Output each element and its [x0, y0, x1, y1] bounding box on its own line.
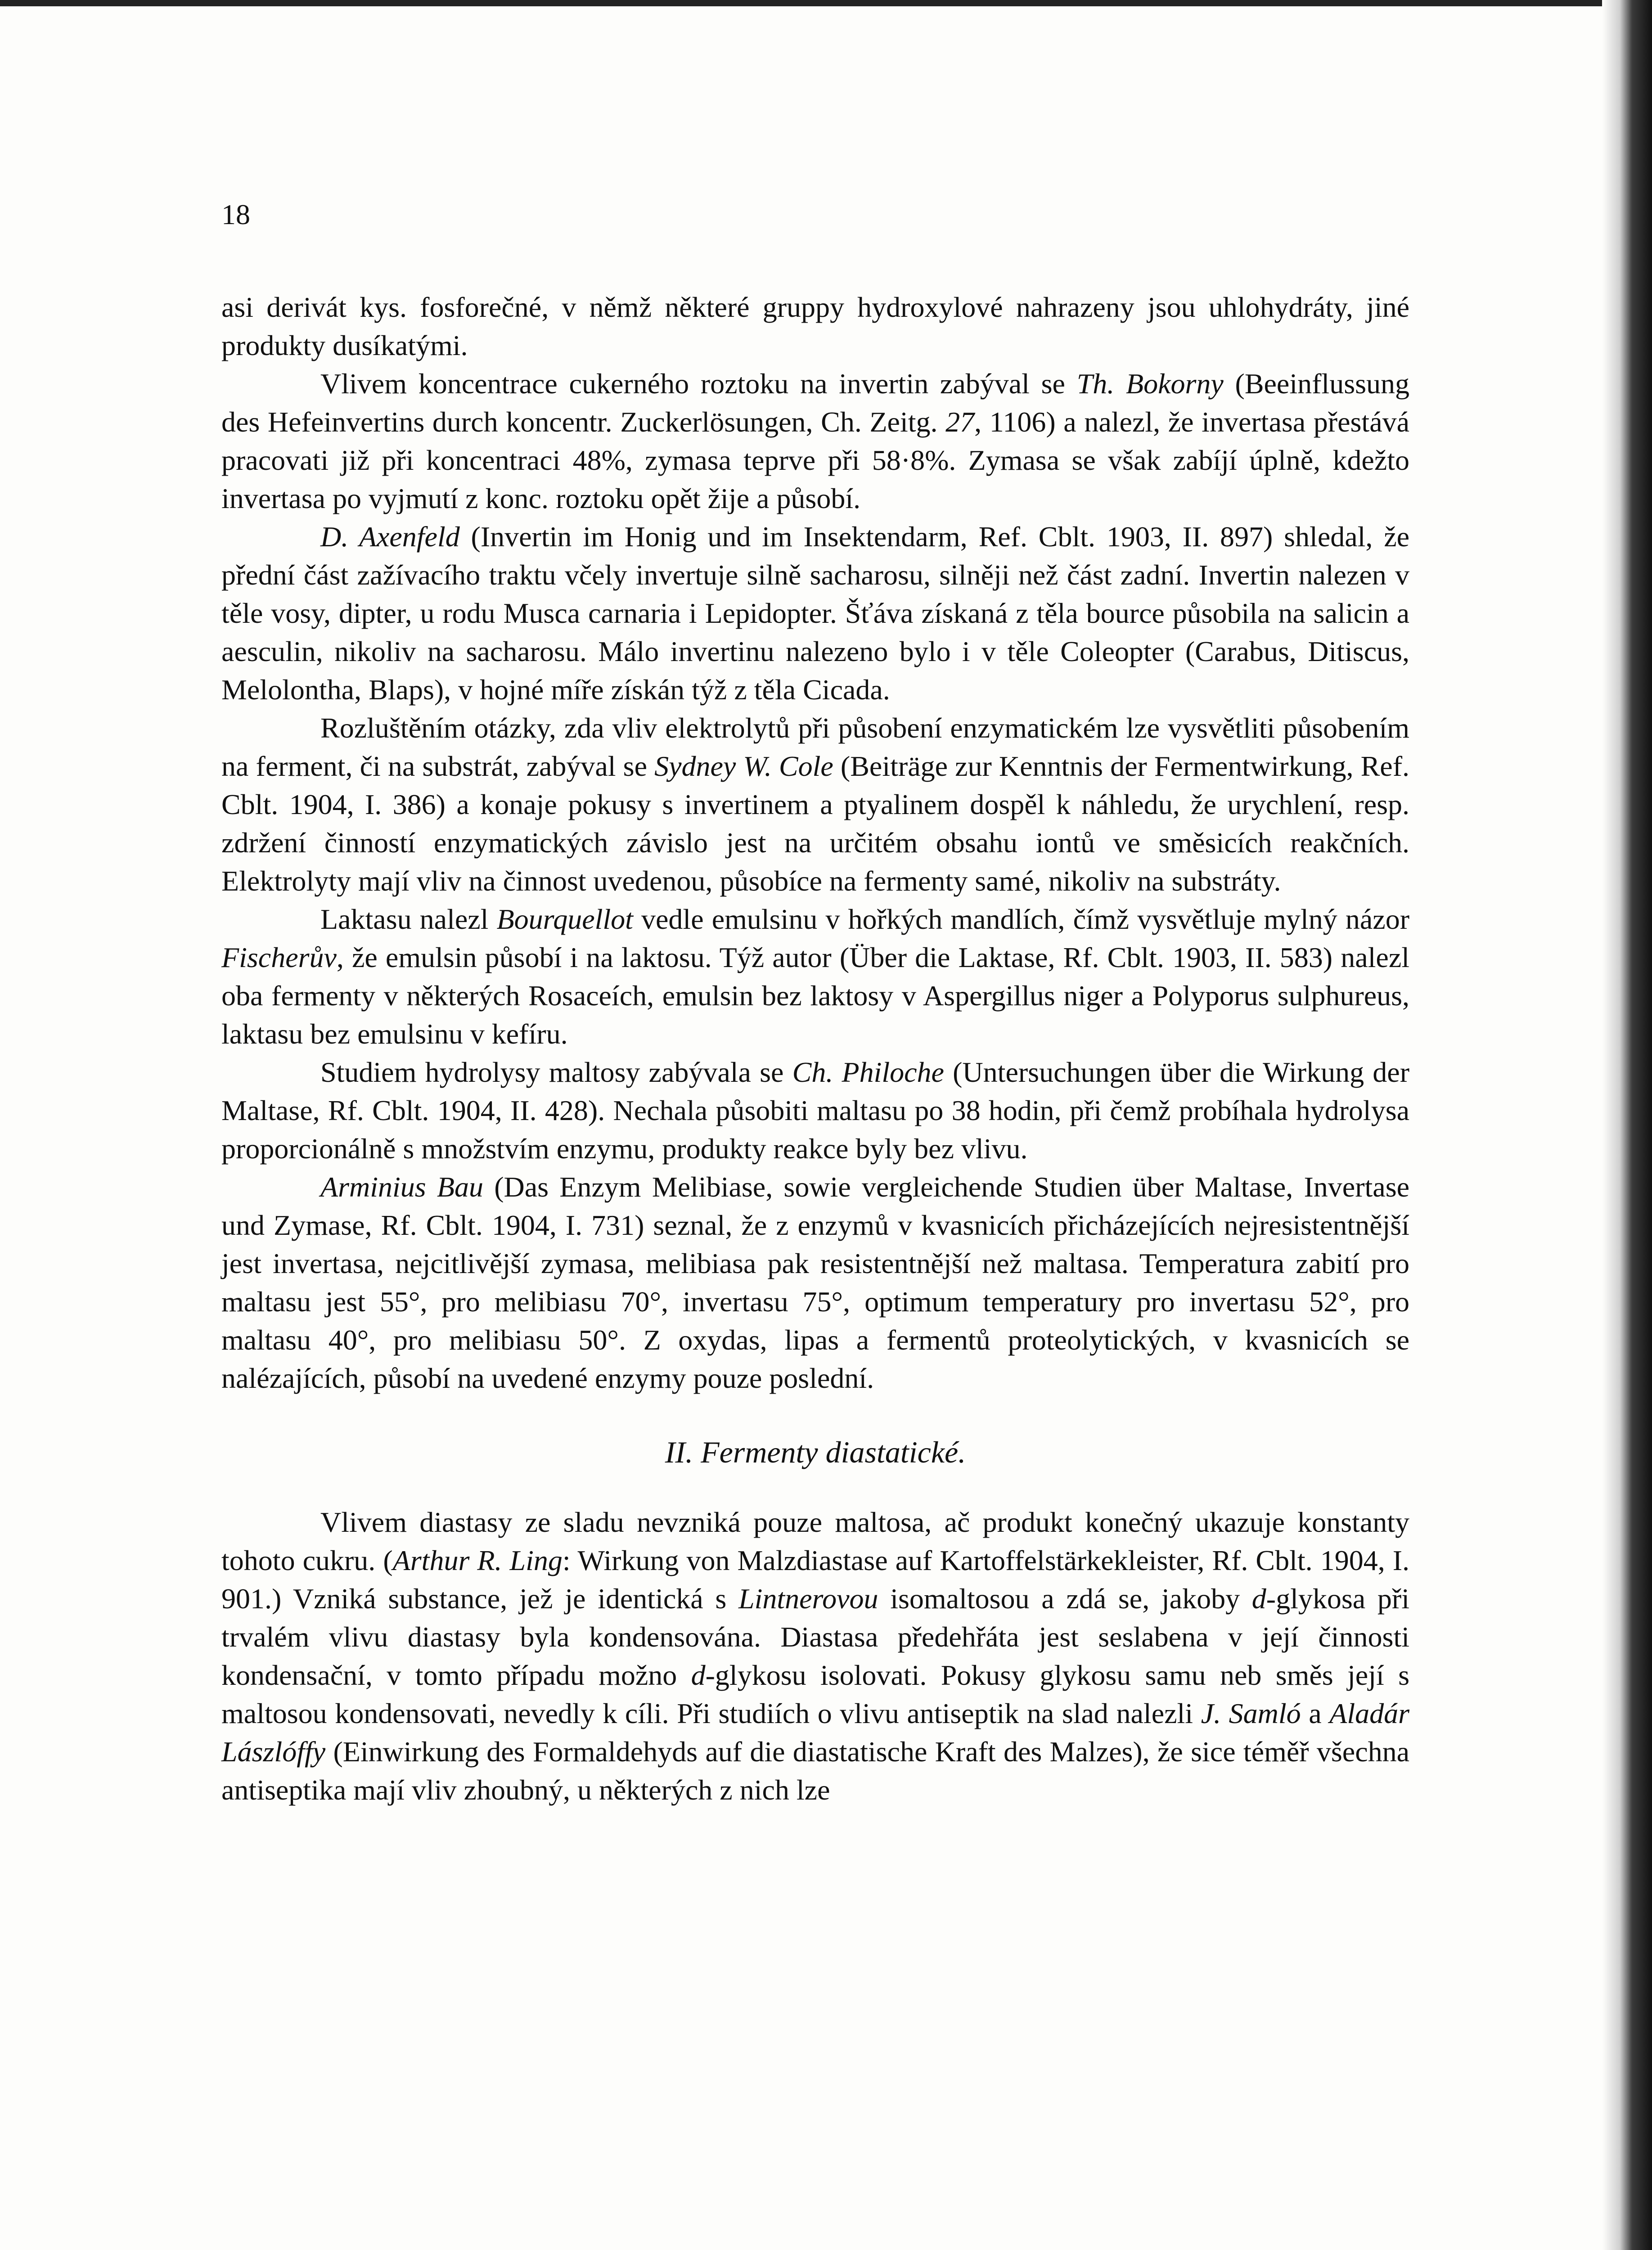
text-run: vedle emulsinu v hořkých mandlích, čímž vysvětluje mylný názor	[633, 903, 1410, 935]
paragraph	[221, 288, 1409, 364]
italic-run: Th. Bokorny	[1076, 368, 1224, 400]
paragraph-group-1	[221, 288, 1409, 1397]
text-run: -glykosu isolovati. Pokusy glykosu samu neb směs její s maltosou kondensovati, nevedly k cíli. Při studiích o vlivu antiseptik na slad nalezli	[221, 1659, 1410, 1729]
italic-run: Arthur R. Ling	[392, 1544, 563, 1576]
text-run: (Untersuchungen über die Wirkung der Maltase, Rf. Cblt. 1904, II. 428). Nechala působiti maltasu po 38 hodin, při čemž probíhala hydrolysa proporcionálně s množstvím enzymu, produkty reakce byly bez vlivu.	[221, 1056, 1410, 1165]
paragraph	[221, 1503, 1409, 1809]
text-run: a	[1301, 1697, 1330, 1729]
text-run: (Beiträge zur Kenntnis der Fermentwirkung, Ref. Cblt. 1904, I. 386) a konaje pokusy s invertinem a ptyalinem dospěl k náhledu, že urychlení, resp. zdržení činností enzymatických závislo jest na určitém obsahu iontů ve směsicích reakčních. Elektrolyty mají vliv na činnost uvedenou, působíce na fermenty samé, nikoliv na substráty.	[221, 750, 1410, 897]
italic-run: Sydney W. Cole	[654, 750, 833, 782]
paragraph	[221, 709, 1409, 900]
paragraph	[221, 518, 1409, 709]
text-run: , že emulsin působí i na laktosu. Týž autor (Über die Laktase, Rf. Cblt. 1903, II. 583) nalezl oba fermenty v některých Rosaceích, emulsin bez laktosy v Aspergillus niger a Polyporus sulphureus, laktasu bez emulsinu v kefíru.	[221, 941, 1409, 1050]
italic-run: d	[1251, 1583, 1266, 1615]
italic-run: Ch. Philoche	[792, 1056, 944, 1088]
page-number: 18	[221, 198, 250, 230]
paragraph	[221, 364, 1409, 518]
scan-edge-shadow	[1602, 0, 1652, 2250]
text-run: asi derivát kys. fosforečné, v němž některé gruppy hydroxylové nahrazeny jsou uhlohydráty, jiné produkty dusíkatými.	[221, 291, 1409, 361]
text-run: (Einwirkung des Formaldehyds auf die diastatische Kraft des Malzes), že sice téměř všechna antiseptika mají vliv zhoubný, u některých z nich lze	[221, 1736, 1409, 1806]
italic-run: D. Axenfeld	[320, 521, 460, 553]
italic-run: d	[691, 1659, 706, 1691]
paragraph	[221, 1168, 1409, 1397]
italic-run: Lintnerovou	[738, 1583, 878, 1615]
italic-run: Fischerův	[221, 941, 337, 973]
text-run: Rozluštěním otázky, zda vliv elektrolytů při působení enzymatickém lze vysvětliti působením na ferment, či na substrát, zabýval se	[221, 712, 1409, 782]
italic-run: Arminius Bau	[320, 1171, 484, 1203]
text-run: (Invertin im Honig und im Insektendarm, Ref. Cblt. 1903, II. 897) shledal, že přední část zažívacího traktu včely invertuje silně sacharosu, silněji než část zadní. Invertin nalezen v těle vosy, dipter, u rodu Musca carnaria i Lepidopter. Šťáva získaná z těla bource působila na salicin a aesculin, nikoliv na sacharosu. Málo invertinu nalezeno bylo i v těle Coleopter (Carabus, Ditiscus, Melolontha, Blaps), v hojné míře získán týž z těla Cicada.	[221, 521, 1410, 706]
top-border	[0, 0, 1602, 6]
text-run: Vlivem diastasy ze sladu nevzniká pouze maltosa, ač produkt konečný ukazuje konstanty tohoto cukru. (	[221, 1506, 1409, 1576]
text-run: (Beeinflussung des Hefeinvertins durch koncentr. Zuckerlösungen, Ch. Zeitg.	[221, 368, 1409, 438]
text-run: Laktasu nalezl	[320, 903, 497, 935]
text-run: Vlivem koncentrace cukerného roztoku na invertin zabýval se	[320, 368, 1077, 400]
text-run: Studiem hydrolysy maltosy zabývala se	[320, 1056, 792, 1088]
text-run: isomaltosou a zdá se, jakoby	[878, 1583, 1252, 1615]
italic-run: 27	[945, 406, 975, 438]
section-heading: II. Fermenty diastatické.	[665, 1435, 966, 1469]
text-run: : Wirkung von Malzdiastase auf Kartoffelstärkekleister, Rf. Cblt. 1904, I. 901.) Vzniká substance, jež je identická s	[221, 1544, 1410, 1615]
body-text	[221, 288, 1409, 1809]
italic-run: Aladár Lászlóffy	[221, 1697, 1410, 1768]
italic-run: J. Samló	[1201, 1697, 1301, 1729]
paragraph	[221, 1053, 1409, 1168]
text-run: -glykosa při trvalém vlivu diastasy byla kondensována. Diastasa předehřáta jest seslabena v její činnosti kondensační, v tomto případu možno	[221, 1583, 1410, 1691]
paragraph-group-2	[221, 1503, 1409, 1809]
italic-run: Bourquellot	[496, 903, 633, 935]
paragraph	[221, 900, 1409, 1053]
text-run: (Das Enzym Melibiase, sowie vergleichende Studien über Maltase, Invertase und Zymase, Rf. Cblt. 1904, I. 731) seznal, že z enzymů v kvasnicích přicházejících nejresistentnější jest invertasa, nejcitlivější zymasa, melibiasa pak resistentnější než maltasa. Temperatura zabití pro maltasu jest 55°, pro melibiasu 70°, invertasu 75°, optimum temperatury pro invertasu 52°, pro maltasu 40°, pro melibiasu 50°. Z oxydas, lipas a fermentů proteolytických, v kvasnicích se nalézajících, působí na uvedené enzymy pouze poslední.	[221, 1171, 1410, 1394]
text-run: , 1106) a nalezl, že invertasa přestává pracovati již při koncentraci 48%, zymasa teprve při 58·8%. Zymasa se však zabíjí úplně, kdežto invertasa po vyjmutí z konc. roztoku opět žije a působí.	[221, 406, 1410, 514]
